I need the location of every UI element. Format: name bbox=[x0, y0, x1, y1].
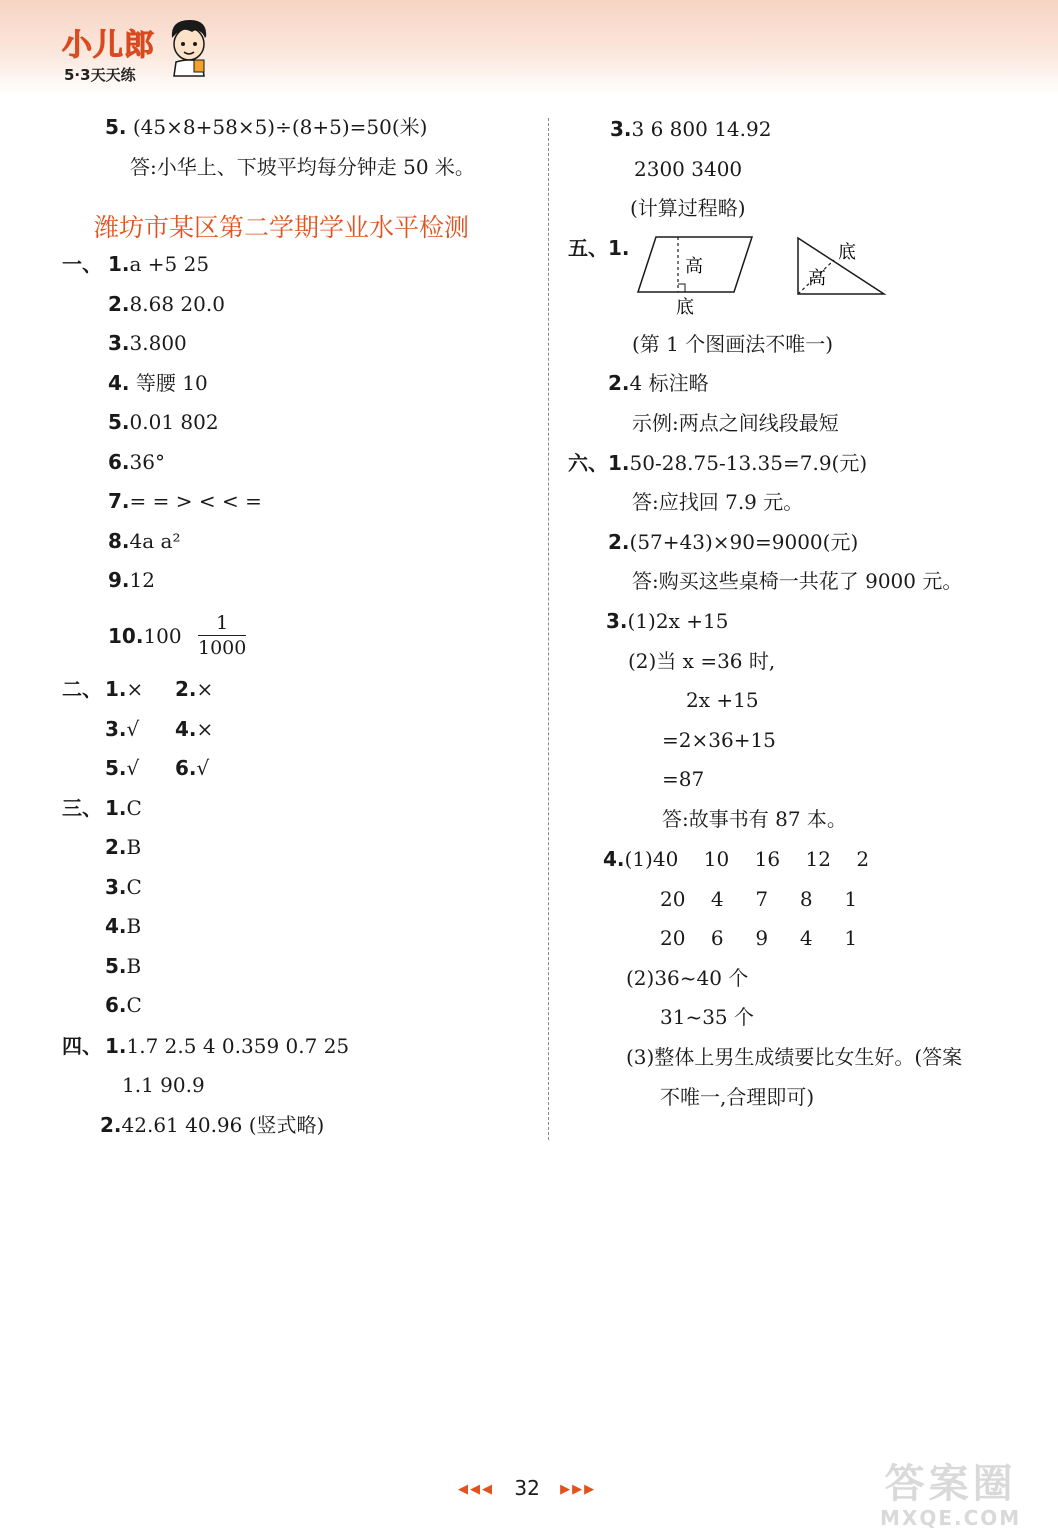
answer-line: 3.(1)2x +15 bbox=[606, 609, 729, 633]
answer-line: 5.√ bbox=[105, 756, 140, 780]
answer-line: 5.B bbox=[105, 954, 142, 978]
answer-line: 1. bbox=[608, 236, 630, 260]
answer-line: =87 bbox=[662, 767, 705, 791]
answer-line: 4.× bbox=[175, 717, 214, 741]
logo-subtitle: 5·3天天练 bbox=[64, 66, 136, 84]
mascot-icon bbox=[164, 16, 214, 78]
answer-line: 2.× bbox=[175, 677, 214, 701]
question-group-label: 四、 bbox=[62, 1034, 102, 1058]
left-arrows-icon: ◀◀◀ bbox=[458, 1482, 494, 1497]
fraction-denominator: 1000 bbox=[198, 637, 247, 659]
answer-line: 6.√ bbox=[175, 756, 210, 780]
answer-line: 8.4a a² bbox=[108, 529, 181, 553]
answer-line: 2.8.68 20.0 bbox=[108, 292, 225, 316]
answer-line: 9.12 bbox=[108, 568, 155, 592]
answer-line: 3.3.800 bbox=[108, 331, 187, 355]
answer-line: (第 1 个图画法不唯一) bbox=[632, 332, 834, 356]
answer-line: 5. (45×8+58×5)÷(8+5)=50(米) bbox=[105, 115, 428, 139]
answer-line: 3.√ bbox=[105, 717, 140, 741]
answer-line: 2.4 标注略 bbox=[608, 371, 709, 395]
page-number-bar bbox=[458, 1476, 596, 1500]
answer-line: 3.C bbox=[105, 875, 142, 899]
section-title: 潍坊市某区第二学期学业水平检测 bbox=[94, 213, 470, 242]
question-group-label: 一、 bbox=[62, 252, 102, 276]
right-arrows-icon: ▶▶▶ bbox=[560, 1482, 597, 1497]
answer-line: (3)整体上男生成绩要比女生好。(答案 bbox=[626, 1045, 963, 1069]
answer-line: 4. 等腰 10 bbox=[108, 371, 208, 395]
answer-line: 7.= = > < < = bbox=[108, 489, 262, 513]
answer-line: 答:故事书有 87 本。 bbox=[662, 807, 847, 831]
answer-line: 1.× bbox=[105, 677, 144, 701]
height-label: 高 bbox=[808, 268, 826, 289]
answer-line: 2.(57+43)×90=9000(元) bbox=[608, 530, 859, 554]
answer-line: 6.C bbox=[105, 993, 142, 1017]
answer-line: (2)36~40 个 bbox=[626, 966, 749, 990]
question-group-label: 六、 bbox=[568, 451, 608, 475]
triangle-figure bbox=[790, 232, 890, 302]
answer-line: 3.3 6 800 14.92 bbox=[610, 117, 772, 141]
answer-line: 1.50-28.75-13.35=7.9(元) bbox=[608, 451, 868, 475]
question-group-label: 二、 bbox=[62, 677, 102, 701]
question-group-label: 五、 bbox=[568, 236, 608, 260]
answer-line: 20 4 7 8 1 bbox=[660, 887, 858, 911]
answer-line: 答:购买这些桌椅一共花了 9000 元。 bbox=[632, 569, 963, 593]
page-header bbox=[0, 0, 1058, 95]
question-group-label: 三、 bbox=[62, 796, 102, 820]
answer-line: 4.(1)40 10 16 12 2 bbox=[603, 847, 870, 871]
watermark bbox=[880, 1462, 1021, 1530]
answer-line: 4.B bbox=[105, 914, 142, 938]
watermark-url: MXQE.COM bbox=[880, 1506, 1022, 1530]
answer-line: 2x +15 bbox=[686, 688, 759, 712]
fraction-numerator: 1 bbox=[216, 612, 229, 634]
answer-line: 2.B bbox=[105, 835, 142, 859]
answer-line: 6.36° bbox=[108, 450, 165, 474]
answer-line: 2300 3400 bbox=[634, 157, 743, 181]
brand-logo bbox=[62, 20, 155, 84]
answer-line: 10.100 bbox=[108, 624, 182, 648]
height-label: 高 bbox=[685, 256, 703, 277]
answer-line: 5.0.01 802 bbox=[108, 410, 219, 434]
answer-line: (2)当 x =36 时, bbox=[628, 649, 776, 673]
logo-title: 小儿郎 bbox=[62, 28, 155, 63]
answer-line: 1.1.7 2.5 4 0.359 0.7 25 bbox=[105, 1034, 350, 1058]
answer-line: 1.1 90.9 bbox=[122, 1073, 205, 1097]
answer-line: =2×36+15 bbox=[662, 728, 776, 752]
answer-line: 31~35 个 bbox=[660, 1005, 755, 1029]
answer-line: 20 6 9 4 1 bbox=[660, 926, 858, 950]
base-label: 底 bbox=[838, 242, 856, 263]
answer-line: 答:应找回 7.9 元。 bbox=[632, 490, 804, 514]
answer-line: 1.C bbox=[105, 796, 142, 820]
answer-line: 不唯一,合理即可) bbox=[660, 1085, 815, 1109]
fraction bbox=[198, 612, 246, 659]
answer-line: 答:小华上、下坡平均每分钟走 50 米。 bbox=[130, 155, 475, 179]
parallelogram-figure bbox=[630, 232, 760, 318]
column-divider bbox=[548, 118, 549, 1140]
base-label: 底 bbox=[676, 297, 694, 318]
watermark-title: 答案圈 bbox=[884, 1461, 1017, 1507]
answer-line: 2.42.61 40.96 (竖式略) bbox=[100, 1113, 325, 1137]
answer-line: 示例:两点之间线段最短 bbox=[632, 411, 839, 435]
page-number: 32 bbox=[514, 1476, 540, 1500]
answer-line: (计算过程略) bbox=[630, 196, 746, 220]
answer-line: 1.a +5 25 bbox=[108, 252, 210, 276]
